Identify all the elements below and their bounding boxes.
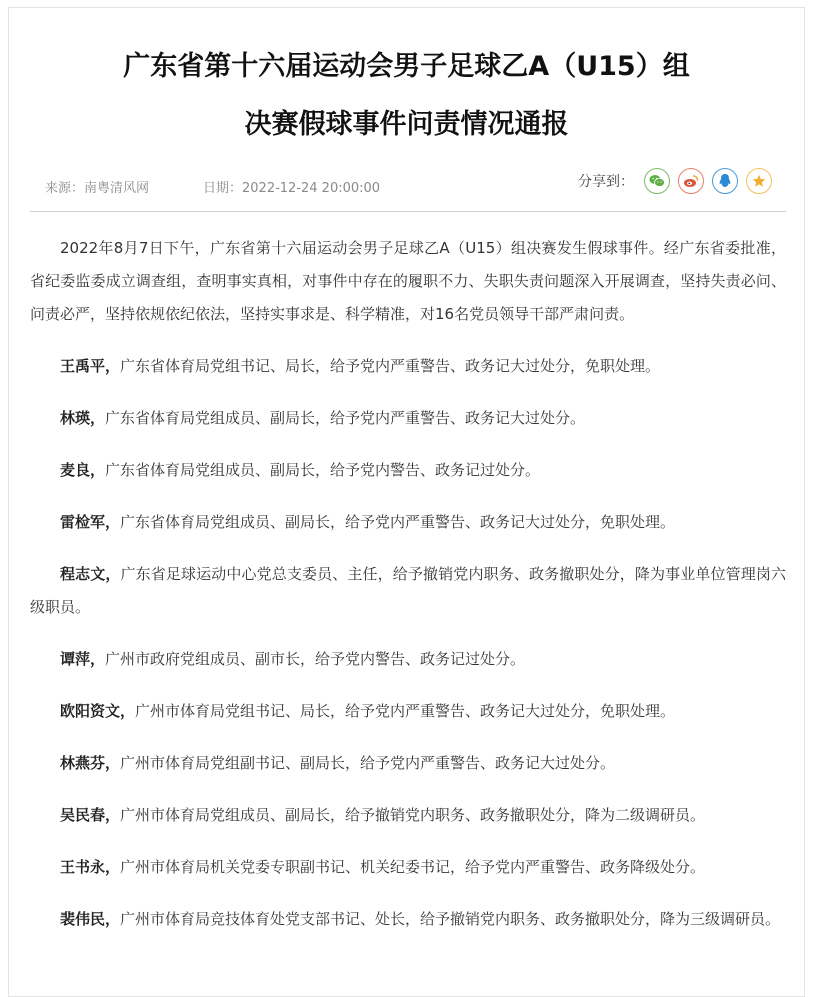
qq-icon — [718, 173, 732, 189]
accountability-entry — [30, 695, 786, 728]
accountability-entry — [30, 402, 786, 435]
accountability-entry — [30, 350, 786, 383]
article-title-line1: 广东省第十六届运动会男子足球乙A（U15）组 — [123, 51, 690, 82]
share-wechat-button[interactable] — [644, 168, 670, 194]
article-date: 日期：2022-12-24 20:00:00 — [203, 181, 381, 196]
share-weibo-button[interactable] — [678, 168, 704, 194]
entry-text: 广州市政府党组成员、副市长，给予党内警告、政务记过处分。 — [105, 650, 526, 668]
person-name: 王书永， — [60, 858, 121, 876]
person-name: 程志文， — [60, 565, 121, 583]
person-name: 谭萍， — [60, 650, 106, 668]
person-name: 林燕芬， — [60, 754, 121, 772]
person-name: 麦良， — [60, 461, 106, 479]
entry-text: 广州市体育局党组成员、副局长，给予撤销党内职务、政务撤职处分，降为二级调研员。 — [120, 806, 706, 824]
share-qq-button[interactable] — [712, 168, 738, 194]
person-name: 吴民春， — [60, 806, 121, 824]
accountability-entry — [30, 454, 786, 487]
share-favorite-button[interactable] — [746, 168, 772, 194]
entry-text: 广东省足球运动中心党总支委员、主任，给予撤销党内职务、政务撤职处分，降为事业单位管理岗六级职员。 — [30, 565, 786, 616]
person-name: 王禹平， — [60, 357, 121, 375]
person-name: 裴伟民， — [60, 910, 121, 928]
person-name: 雷检军， — [60, 513, 121, 531]
entry-text: 广州市体育局党组副书记、副局长，给予党内严重警告、政务记大过处分。 — [120, 754, 616, 772]
header-divider — [30, 211, 786, 212]
entry-text: 广州市体育局党组书记、局长，给予党内严重警告、政务记大过处分，免职处理。 — [135, 702, 676, 720]
person-name: 欧阳资文， — [60, 702, 136, 720]
accountability-entry — [30, 747, 786, 780]
share-label: 分享到： — [578, 174, 634, 190]
person-name: 林瑛， — [60, 409, 106, 427]
article-body — [30, 232, 786, 955]
entry-text: 广州市体育局竞技体育处党支部书记、处长，给予撤销党内职务、政务撤职处分，降为三级调研员。 — [120, 910, 781, 928]
article-source: 来源：南粤清风网 — [45, 181, 150, 196]
accountability-entry — [30, 799, 786, 832]
entry-text: 广东省体育局党组成员、副局长，给予党内警告、政务记过处分。 — [105, 461, 541, 479]
star-icon — [752, 174, 766, 188]
entry-text: 广东省体育局党组成员、副局长，给予党内严重警告、政务记大过处分，免职处理。 — [120, 513, 676, 531]
entry-text: 广东省体育局党组书记、局长，给予党内严重警告、政务记大过处分，免职处理。 — [120, 357, 661, 375]
accountability-entry — [30, 851, 786, 884]
article-title-line2: 决赛假球事件问责情况通报 — [244, 109, 569, 140]
entry-text: 广州市体育局机关党委专职副书记、机关纪委书记，给予党内严重警告、政务降级处分。 — [120, 858, 706, 876]
weibo-icon — [683, 174, 699, 188]
accountability-entry — [30, 558, 786, 624]
accountability-entry — [30, 506, 786, 539]
wechat-icon — [649, 174, 665, 188]
accountability-entry — [30, 903, 786, 936]
intro-paragraph: 2022年8月7日下午，广东省第十六届运动会男子足球乙A（U15）组决赛发生假球事件。经广东省委批准，省纪委监委成立调查组，查明事实真相，对事件中存在的履职不力、失职失责问题深入开展调查，坚持失责必问、问责必严，坚持依规依纪依法，坚持实事求是、科学精准，对16名党员领导干部严肃问责。 — [30, 239, 786, 323]
share-bar — [578, 168, 780, 194]
accountability-entry — [30, 643, 786, 676]
entry-text: 广东省体育局党组成员、副局长，给予党内严重警告、政务记大过处分。 — [105, 409, 586, 427]
